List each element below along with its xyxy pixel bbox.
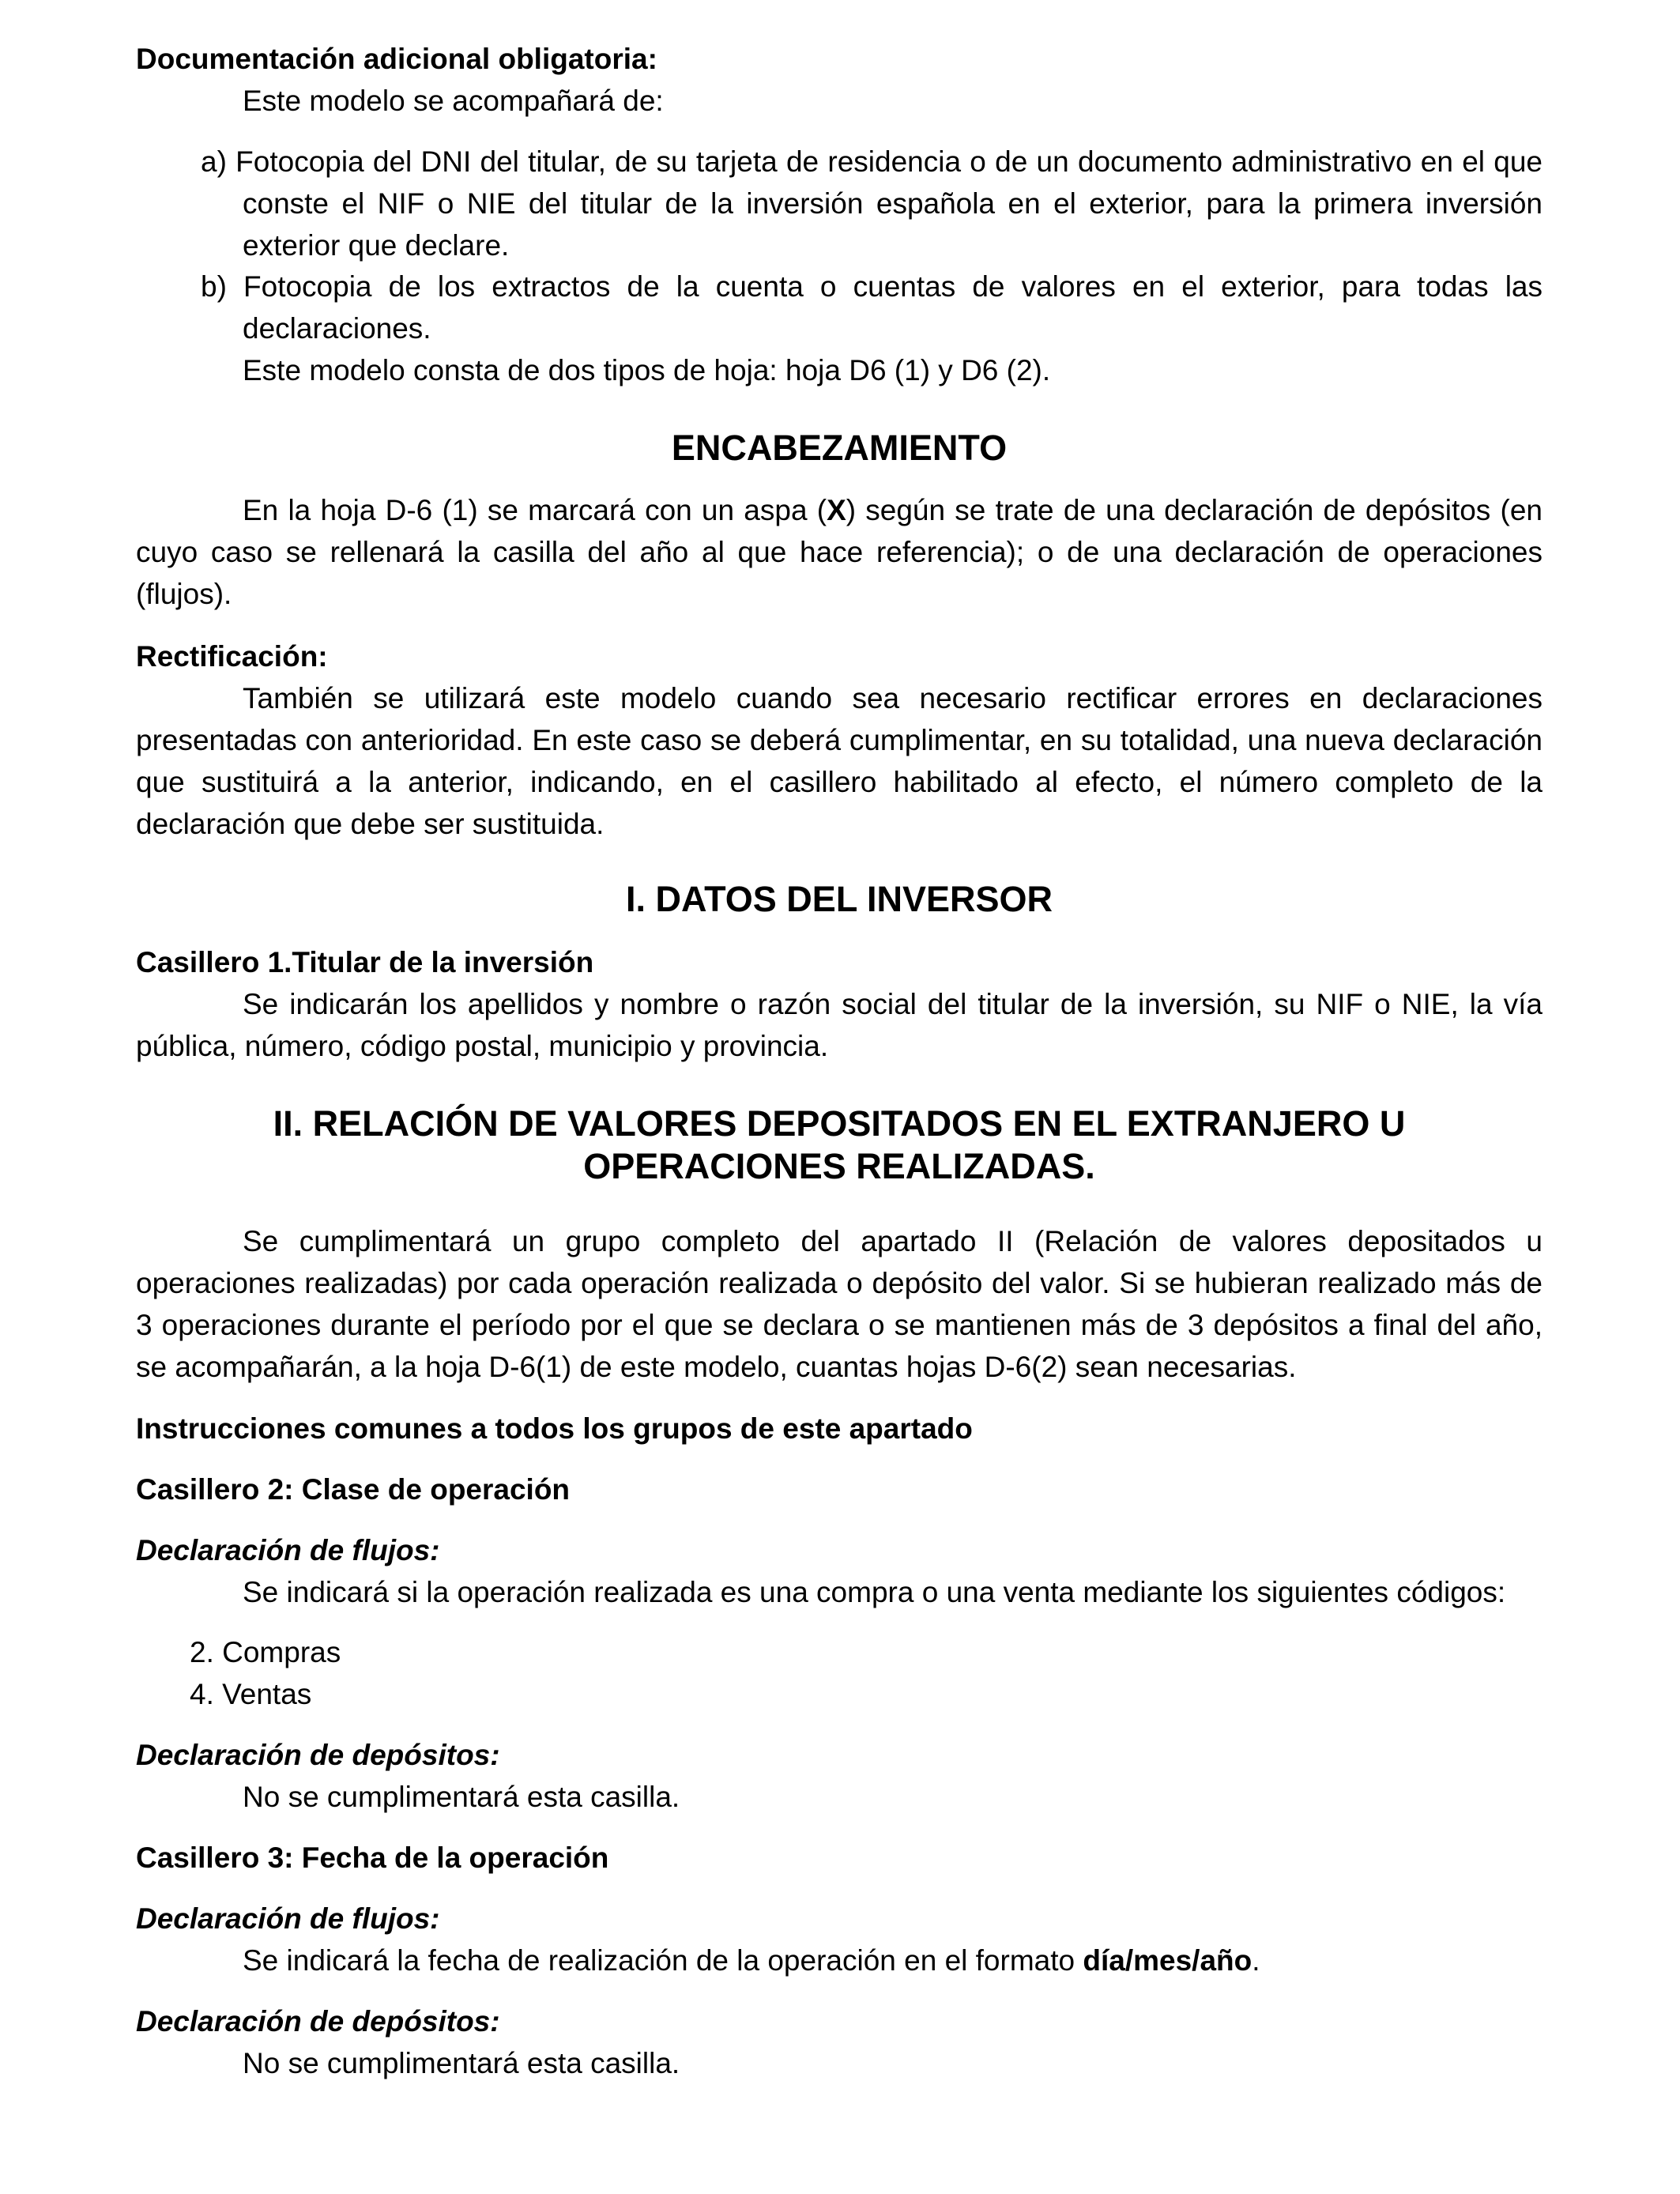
casillero-3-depositos-heading: Declaración de depósitos: bbox=[136, 2005, 500, 2038]
instrucciones-comunes-heading: Instrucciones comunes a todos los grupos de este apartado bbox=[136, 1412, 973, 1445]
casillero-2-depositos-heading: Declaración de depósitos: bbox=[136, 1739, 500, 1771]
casillero-3-depositos-paragraph: No se cumplimentará esta casilla. bbox=[243, 2047, 680, 2079]
code-compras: 2. Compras bbox=[190, 1636, 341, 1668]
rectificacion-paragraph: También se utilizará este modelo cuando sea necesario rectificar errores en declaraciones presentadas con anterioridad. En este caso se deberá cumplimentar, en su totalidad, una nueva declaración que sustituirá a la anterior, indicando, en el casillero habilitado al efecto, el número completo de la declaración que debe ser sustituida. bbox=[136, 682, 1543, 840]
relacion-valores-heading-line1: II. RELACIÓN DE VALORES DEPOSITADOS EN EL EXTRANJERO U bbox=[273, 1103, 1406, 1144]
casillero-1-heading: Casillero 1.Titular de la inversión bbox=[136, 946, 594, 978]
casillero-2-flujos-paragraph: Se indicará si la operación realizada es una compra o una venta mediante los siguientes códigos: bbox=[243, 1576, 1506, 1608]
encabezamiento-text-after: ) según se trate de una declaración de depósitos (en cuyo caso se rellenará la casilla del año al que hace referencia); o de una declaración de operaciones (flujos). bbox=[136, 494, 1543, 610]
doc-adicional-tipos-hoja: Este modelo consta de dos tipos de hoja: hoja D6 (1) y D6 (2). bbox=[243, 354, 1051, 386]
encabezamiento-paragraph bbox=[136, 489, 1543, 615]
casillero-3-flujos-text-after: . bbox=[1252, 1944, 1260, 1977]
encabezamiento-heading: ENCABEZAMIENTO bbox=[671, 428, 1008, 468]
casillero-3-heading: Casillero 3: Fecha de la operación bbox=[136, 1842, 609, 1874]
casillero-3-flujos-paragraph bbox=[243, 1940, 1260, 1981]
casillero-3-flujos-text-before: Se indicará la fecha de realización de la operación en el formato bbox=[243, 1944, 1083, 1977]
casillero-3-flujos-heading: Declaración de flujos: bbox=[136, 1902, 440, 1935]
casillero-1-paragraph: Se indicarán los apellidos y nombre o razón social del titular de la inversión, su NIF o NIE, la vía pública, número, código postal, municipio y provincia. bbox=[136, 988, 1543, 1062]
casillero-3-date-format: día/mes/año bbox=[1083, 1944, 1252, 1977]
relacion-valores-heading-line2: OPERACIONES REALIZADAS. bbox=[583, 1146, 1095, 1186]
casillero-2-flujos-heading: Declaración de flujos: bbox=[136, 1534, 440, 1566]
casillero-2-heading: Casillero 2: Clase de operación bbox=[136, 1473, 571, 1506]
datos-inversor-heading: I. DATOS DEL INVERSOR bbox=[625, 879, 1053, 919]
doc-adicional-item-a: a) Fotocopia del DNI del titular, de su tarjeta de residencia o de un documento administrativo en el que conste el NIF o NIE del titular de la inversión española en el exterior, para la primera inversión exterior que declare. bbox=[201, 145, 1543, 262]
doc-adicional-intro: Este modelo se acompañará de: bbox=[243, 85, 664, 117]
rectificacion-heading: Rectificación: bbox=[136, 640, 328, 673]
relacion-valores-paragraph: Se cumplimentará un grupo completo del apartado II (Relación de valores depositados u operaciones realizadas) por cada operación realizada o depósito del valor. Si se hubieran realizado más de 3 operaciones durante el período por el que se declara o se mantienen más de 3 depósitos a final del año, se acompañarán, a la hoja D-6(1) de este modelo, cuantas hojas D-6(2) sean necesarias. bbox=[136, 1225, 1543, 1383]
encabezamiento-mark: X bbox=[827, 494, 846, 526]
casillero-2-depositos-paragraph: No se cumplimentará esta casilla. bbox=[243, 1781, 680, 1813]
code-ventas: 4. Ventas bbox=[190, 1678, 312, 1710]
doc-adicional-heading: Documentación adicional obligatoria: bbox=[136, 43, 657, 75]
encabezamiento-text-before: En la hoja D-6 (1) se marcará con un aspa ( bbox=[243, 494, 827, 526]
doc-adicional-item-b: b) Fotocopia de los extractos de la cuenta o cuentas de valores en el exterior, para todas las declaraciones. bbox=[201, 270, 1543, 345]
